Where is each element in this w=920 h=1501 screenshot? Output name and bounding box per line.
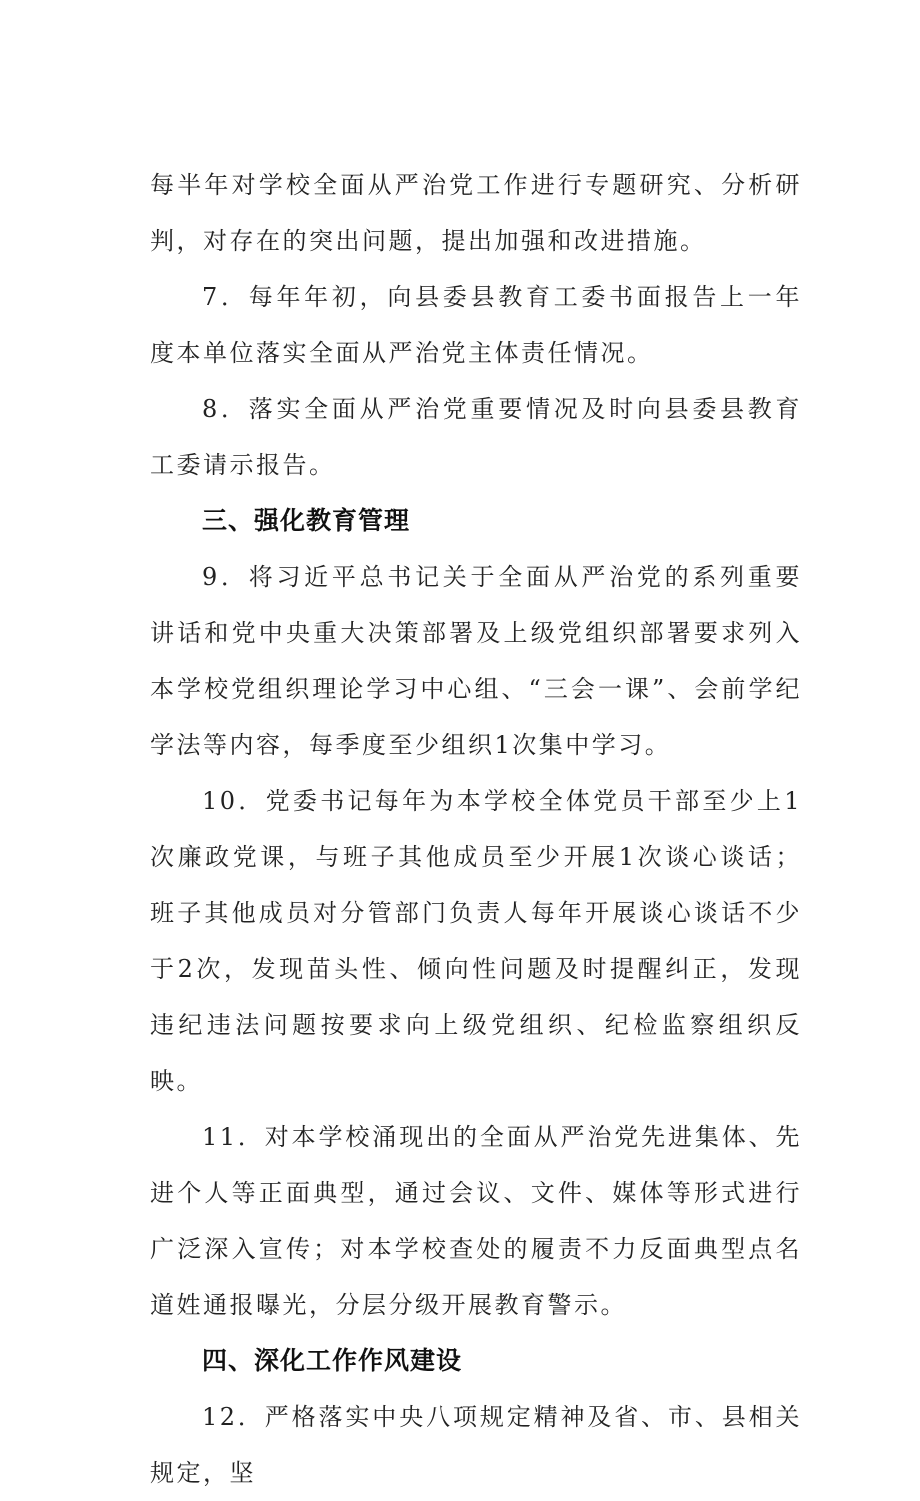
- paragraph-continuation: 每半年对学校全面从严治党工作进行专题研究、分析研判，对存在的突出问题，提出加强和改进措施。: [150, 171, 802, 255]
- paragraph-item-10: 10．党委书记每年为本学校全体党员干部至少上1次廉政党课，与班子其他成员至少开展1次谈心谈话；班子其他成员对分管部门负责人每年开展谈心谈话不少于2次，发现苗头性、倾向性问题及时提醒纠正，发现违纪违法问题按要求向上级党组织、纪检监察组织反映。: [150, 787, 802, 1095]
- document-body: [150, 157, 802, 1501]
- section-heading-4: 四、深化工作作风建设: [202, 1346, 463, 1375]
- paragraph-item-11: 11．对本学校涌现出的全面从严治党先进集体、先进个人等正面典型，通过会议、文件、媒体等形式进行广泛深入宣传；对本学校查处的履责不力反面典型点名道姓通报曝光，分层分级开展教育警示。: [150, 1123, 802, 1319]
- paragraph-item-7: 7．每年年初，向县委县教育工委书面报告上一年度本单位落实全面从严治党主体责任情况。: [150, 283, 802, 367]
- paragraph-item-8: 8．落实全面从严治党重要情况及时向县委县教育工委请示报告。: [150, 395, 802, 479]
- paragraph-item-9: 9．将习近平总书记关于全面从严治党的系列重要讲话和党中央重大决策部署及上级党组织部署要求列入本学校党组织理论学习中心组、“三会一课”、会前学纪学法等内容，每季度至少组织1次集中学习。: [150, 563, 802, 759]
- section-heading-3: 三、强化教育管理: [202, 506, 411, 535]
- paragraph-item-12: 12．严格落实中央八项规定精神及省、市、县相关规定，坚: [150, 1403, 802, 1487]
